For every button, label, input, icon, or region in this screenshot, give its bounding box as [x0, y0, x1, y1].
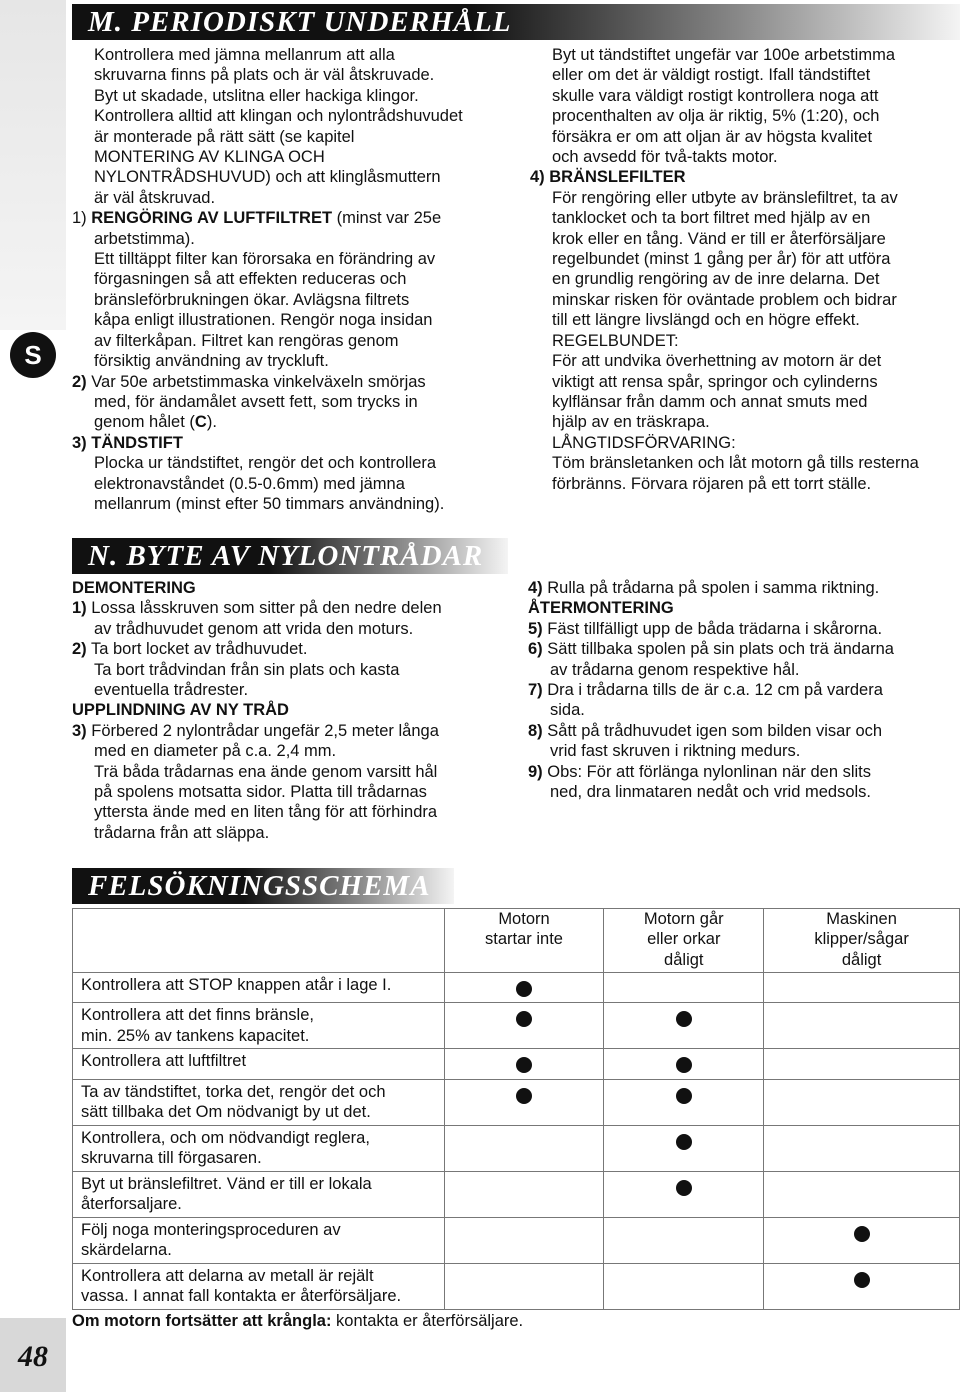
m-right-p1-1: Byt ut tändstiftet ungefär var 100e arbetstimma	[552, 46, 896, 64]
row-label-line: vassa. I annat fall kontakta er återförsäljare.	[81, 1287, 402, 1306]
footer-bold-text: Om motorn fortsätter att krångla:	[72, 1312, 332, 1330]
header-col-2	[604, 909, 764, 973]
n-dismount-title: DEMONTERING	[72, 579, 196, 597]
header-col-1-line-1: Motorn	[498, 910, 550, 928]
n-step-3-number: 3)	[72, 721, 87, 740]
m-regular-title: REGELBUNDET:	[552, 331, 679, 350]
section-n-title: N. BYTE AV NYLONTRÅDAR	[88, 540, 484, 572]
m-intro-2: skruvarna finns på plats och är väl åtskruvade.	[94, 66, 435, 85]
m-step-1-rest: (minst var 25e	[332, 209, 442, 228]
mark-cell	[444, 1003, 604, 1049]
n-step-3-line3: Trä båda trådarnas ena ände genom varsitt hål	[94, 762, 438, 781]
header-col-3	[764, 909, 960, 973]
m-step-1-body-1: Ett tilltäppt filter kan förorsaka en förändring av	[94, 250, 436, 269]
sidebar-shade	[0, 0, 66, 330]
n-step-7-number: 7)	[528, 681, 543, 700]
header-col-3-line-2: klipper/sågar	[814, 930, 909, 949]
row-label-line: sätt tillbaka det Om nödvanigt by ut det.	[81, 1103, 371, 1122]
row-label	[73, 1003, 445, 1049]
mark-cell	[604, 1171, 764, 1217]
header-col-3-line-1: Maskinen	[826, 910, 897, 928]
table-row	[73, 1049, 960, 1079]
n-step-9-line1	[528, 762, 960, 782]
bullet-dot-icon	[854, 1272, 870, 1288]
page-number: 48	[18, 1340, 48, 1373]
mark-cell	[764, 1171, 960, 1217]
mark-cell	[444, 1217, 604, 1263]
section-n-left-column	[72, 578, 512, 843]
n-step-8-text: Sått på trådhuvudet igen som bilden visar och	[542, 721, 883, 740]
bullet-dot-icon	[676, 1134, 692, 1150]
bullet-dot-icon	[516, 1011, 532, 1027]
header-col-1-line-2: startar inte	[485, 930, 563, 949]
m-step-2-line3	[72, 412, 512, 432]
n-step-3-line6: trådarna från att släppa.	[94, 823, 270, 842]
m-step-3-title: TÄNDSTIFT	[86, 433, 183, 452]
n-winding-title: UPPLINDNING AV NY TRÅD	[72, 701, 289, 720]
table-row	[73, 1217, 960, 1263]
bullet-dot-icon	[516, 1088, 532, 1104]
mark-cell	[604, 1263, 764, 1309]
n-step-8-line1	[528, 721, 960, 741]
header-col-2-line-1: Motorn går	[643, 910, 724, 928]
row-label-line: Följ noga monteringsproceduren av	[81, 1220, 341, 1239]
bullet-dot-icon	[676, 1057, 692, 1073]
troubleshooting-footer	[72, 1312, 523, 1331]
table-row	[73, 973, 960, 1003]
n-step-1-text: Lossa låsskruven som sitter på den nedre delen	[86, 599, 442, 618]
mark-cell	[764, 1125, 960, 1171]
n-step-3-line4: på spolens motsatta sidor. Platta till trådarnas	[94, 783, 427, 802]
table-row	[73, 1125, 960, 1171]
m-step-4-body-5: en grundlig rengöring av de inre delarna. Det	[552, 270, 880, 289]
row-label	[73, 973, 445, 1003]
m-step-1-heading	[72, 208, 512, 228]
m-step-4-number: 4)	[530, 168, 545, 187]
m-step-1-body-4: kåpa enligt illustrationen. Rengör noga insidan	[94, 311, 433, 330]
n-step-9-number: 9)	[528, 762, 543, 781]
header-col-2-line-2: eller orkar	[647, 930, 721, 949]
mark-cell	[764, 1003, 960, 1049]
row-label-line: Kontrollera att delarna av metall är rejält	[81, 1266, 374, 1285]
n-step-8-line2: vrid fast skruven i riktning medurs.	[550, 742, 801, 761]
mark-cell	[444, 973, 604, 1003]
m-regular-body-1: För att undvika överhettning av motorn är det	[552, 352, 882, 371]
m-intro-7: NYLONTRÅDSHUVUD) och att klinglåsmuttern	[94, 168, 441, 187]
header-empty-cell	[73, 909, 445, 973]
m-step-1-number: 1)	[72, 209, 87, 228]
mark-cell	[604, 1079, 764, 1125]
n-step-9-line2: ned, dra linmataren nedåt och vrid medsols.	[550, 783, 872, 802]
n-step-7-line1	[528, 680, 960, 700]
header-col-3-line-3: dåligt	[841, 950, 882, 969]
m-right-p1-6: och avsedd för två-takts motor.	[552, 148, 778, 167]
mark-cell	[444, 1263, 604, 1309]
m-step-4-body-7: till ett längre livslängd och en högre effekt.	[552, 311, 860, 330]
n-step-6-number: 6)	[528, 640, 543, 659]
table-row	[73, 1263, 960, 1309]
m-step-4-body-6: minskar risken för oväntade problem och bidrar	[552, 290, 897, 309]
row-label	[73, 1217, 445, 1263]
row-label-line: min. 25% av tankens kapacitet.	[81, 1026, 310, 1045]
table-row	[73, 1171, 960, 1217]
header-col-1	[444, 909, 604, 973]
n-step-9-text: Obs: För att förlänga nylonlinan när den slits	[542, 762, 872, 781]
row-label-line: Byt ut bränslefiltret. Vänd er till er lokala	[81, 1174, 372, 1193]
n-step-1-number: 1)	[72, 599, 87, 618]
troubleshooting-table	[72, 908, 960, 1310]
m-intro-8: är väl åtskruvad.	[94, 188, 216, 207]
mark-cell	[444, 1171, 604, 1217]
row-label	[73, 1125, 445, 1171]
mark-cell	[764, 1049, 960, 1079]
n-step-6-text: Sätt tillbaka spolen på sin plats och trä ändarna	[542, 640, 894, 659]
m-regular-body-4: hjälp av en träskrapa.	[552, 413, 710, 432]
m-regular-body-2: viktigt att rensa spår, springor och cylinderns	[552, 372, 878, 391]
m-storage-body-2: förbränns. Förvara röjaren på ett torrt ställe.	[552, 474, 872, 493]
m-step-1-body-2: förgasningen så att effekten reduceras och	[94, 270, 407, 289]
n-step-2-number: 2)	[72, 640, 87, 659]
section-m-title: M. PERIODISKT UNDERHÅLL	[88, 6, 512, 38]
n-step-7-line2: sida.	[550, 701, 585, 720]
bullet-dot-icon	[676, 1180, 692, 1196]
section-n-right-column	[528, 578, 960, 802]
mark-cell	[764, 973, 960, 1003]
n-step-3-line2: med en diameter på c.a. 2,4 mm.	[94, 742, 337, 761]
row-label	[73, 1171, 445, 1217]
section-fs-title: FELSÖKNINGSSCHEMA	[88, 870, 431, 902]
bullet-dot-icon	[854, 1226, 870, 1242]
bullet-dot-icon	[516, 981, 532, 997]
footer-text: kontakta er återförsäljare.	[331, 1312, 524, 1330]
n-step-4-number: 4)	[528, 579, 543, 597]
n-step-2-line1	[72, 639, 512, 659]
m-step-3-heading	[72, 433, 512, 453]
m-step-2-text: Var 50e arbetstimmaska vinkelväxeln smörjas	[86, 372, 426, 391]
row-label-line: skruvarna till förgasaren.	[81, 1149, 262, 1168]
bullet-dot-icon	[676, 1011, 692, 1027]
row-label	[73, 1263, 445, 1309]
mark-cell	[764, 1263, 960, 1309]
n-step-8-number: 8)	[528, 721, 543, 740]
n-step-3-line5: yttersta ände med en liten tång för att förhindra	[94, 803, 438, 822]
section-m-right-column	[530, 45, 960, 494]
m-step-2-hole-label: C	[194, 413, 207, 432]
m-storage-title: LÅNGTIDSFÖRVARING:	[552, 433, 736, 452]
m-right-p1-5: försäkra er om att oljan är av högsta kvalitet	[552, 127, 873, 146]
n-step-2-text: Ta bort locket av trådhuvudet.	[86, 640, 308, 659]
m-step-2-line3a: genom hålet (	[94, 413, 195, 432]
table-row	[73, 1003, 960, 1049]
m-regular-body-3: kylflänsar från damm och annat smuts med	[552, 392, 868, 411]
m-step-1-body-3: bränsleförbrukningen ökar. Avlägsna filtrets	[94, 290, 410, 309]
section-n-heading	[72, 538, 508, 574]
n-step-6-line1	[528, 639, 960, 659]
row-label	[73, 1079, 445, 1125]
m-step-1-body-6: försiktig användning av tryckluft.	[94, 352, 329, 371]
m-storage-body-1: Töm bränsletanken och låt motorn gå tills resterna	[552, 454, 919, 473]
m-intro-4: Kontrollera alltid att klingan och nylontrådshuvudet	[94, 107, 463, 126]
sidebar	[0, 0, 66, 1392]
troubleshooting-body	[73, 973, 960, 1310]
row-label-line: Kontrollera att luftfiltret	[81, 1052, 247, 1071]
mark-cell	[604, 1003, 764, 1049]
section-m-heading	[72, 4, 960, 40]
row-label	[73, 1049, 445, 1079]
n-step-4	[528, 578, 960, 598]
mark-cell	[444, 1125, 604, 1171]
n-reassembly-title: ÅTERMONTERING	[528, 599, 674, 618]
language-badge: S	[10, 332, 56, 378]
section-fs-heading	[72, 868, 454, 904]
m-step-4-heading	[530, 167, 960, 187]
n-step-7-text: Dra i trådarna tills de är c.a. 12 cm på vardera	[542, 681, 883, 700]
table-row	[73, 1079, 960, 1125]
m-right-p1-3: skulle vara väldigt rostigt kontrollera noga att	[552, 86, 879, 105]
mark-cell	[764, 1079, 960, 1125]
row-label-line: Kontrollera att det finns bränsle,	[81, 1006, 314, 1025]
n-step-2-line3: eventuella trådrester.	[94, 681, 249, 700]
bullet-dot-icon	[676, 1088, 692, 1104]
m-step-2-line2: med, för ändamålet avsett fett, som trycks in	[94, 392, 418, 411]
n-step-1-line2: av trådhuvudet genom att vrida den moturs.	[94, 619, 414, 638]
m-step-2-number: 2)	[72, 372, 87, 391]
n-step-3-text: Förbered 2 nylontrådar ungefär 2,5 meter långa	[86, 721, 439, 740]
m-step-4-body-2: tanklocket och ta bort filtret med hjälp av en	[552, 209, 871, 228]
mark-cell	[604, 1217, 764, 1263]
m-step-3-number: 3)	[72, 433, 87, 452]
m-step-1-title: RENGÖRING AV LUFTFILTRET	[91, 209, 333, 228]
n-step-1-line1	[72, 598, 512, 618]
row-label-line: Kontrollera att STOP knappen atår i lage I.	[81, 976, 392, 994]
n-step-5	[528, 619, 960, 639]
n-step-2-line2: Ta bort trådvindan från sin plats och kasta	[94, 660, 400, 679]
m-step-4-body-4: regelbundet (minst 1 gång per år) för att utföra	[552, 250, 891, 269]
section-m-left-column	[72, 45, 512, 514]
m-step-3-body-1: Plocka ur tändstiftet, rengör det och kontrollera	[94, 454, 437, 473]
row-label-line: Kontrollera, och om nödvandigt reglera,	[81, 1128, 370, 1147]
m-step-4-title: BRÄNSLEFILTER	[544, 168, 686, 187]
n-step-4-text: Rulla på trådarna på spolen i samma riktning.	[542, 579, 880, 597]
m-intro-6: MONTERING AV KLINGA OCH	[94, 148, 325, 167]
m-step-2-line3c: ).	[206, 413, 217, 432]
m-step-4-body-1: För rengöring eller utbyte av bränslefiltret, ta av	[552, 188, 898, 207]
n-step-5-number: 5)	[528, 619, 543, 638]
mark-cell	[604, 1049, 764, 1079]
bullet-dot-icon	[516, 1057, 532, 1073]
row-label-line: återforsaljare.	[81, 1195, 182, 1214]
mark-cell	[444, 1049, 604, 1079]
header-col-2-line-3: dåligt	[664, 950, 704, 969]
m-intro-1: Kontrollera med jämna mellanrum att alla	[94, 46, 395, 64]
m-step-2-line1	[72, 372, 512, 392]
mark-cell	[764, 1217, 960, 1263]
mark-cell	[604, 973, 764, 1003]
m-right-p1-2: eller om det är väldigt rostigt. Ifall tändstiftet	[552, 66, 871, 85]
n-step-5-text: Fäst tillfälligt upp de båda trädarna i skårorna.	[542, 619, 883, 638]
row-label-line: skärdelarna.	[81, 1241, 172, 1260]
n-step-3-line1	[72, 721, 512, 741]
m-step-3-body-2: elektronavståndet (0.5-0.6mm) med jämna	[94, 474, 405, 493]
n-step-6-line2: av trådarna genom respektive hål.	[550, 660, 800, 679]
m-step-4-body-3: krok eller en tång. Vänd er till er återförsäljare	[552, 229, 886, 248]
mark-cell	[444, 1079, 604, 1125]
m-step-1-body-5: av filterkåpan. Filtret kan rengöras genom	[94, 331, 399, 350]
m-right-p1-4: procenthalten av olja är riktig, 5% (1:20), och	[552, 107, 880, 126]
row-label-line: Ta av tändstiftet, torka det, rengör det och	[81, 1082, 386, 1101]
mark-cell	[604, 1125, 764, 1171]
m-intro-3: Byt ut skadade, utslitna eller hackiga klingor.	[94, 86, 419, 105]
m-step-1-line2: arbetstimma).	[94, 229, 195, 248]
m-intro-5: är monterade på rätt sätt (se kapitel	[94, 127, 355, 146]
troubleshooting-header-row	[73, 909, 960, 973]
m-step-3-body-3: mellanrum (minst efter 50 timmars användning).	[94, 494, 445, 513]
